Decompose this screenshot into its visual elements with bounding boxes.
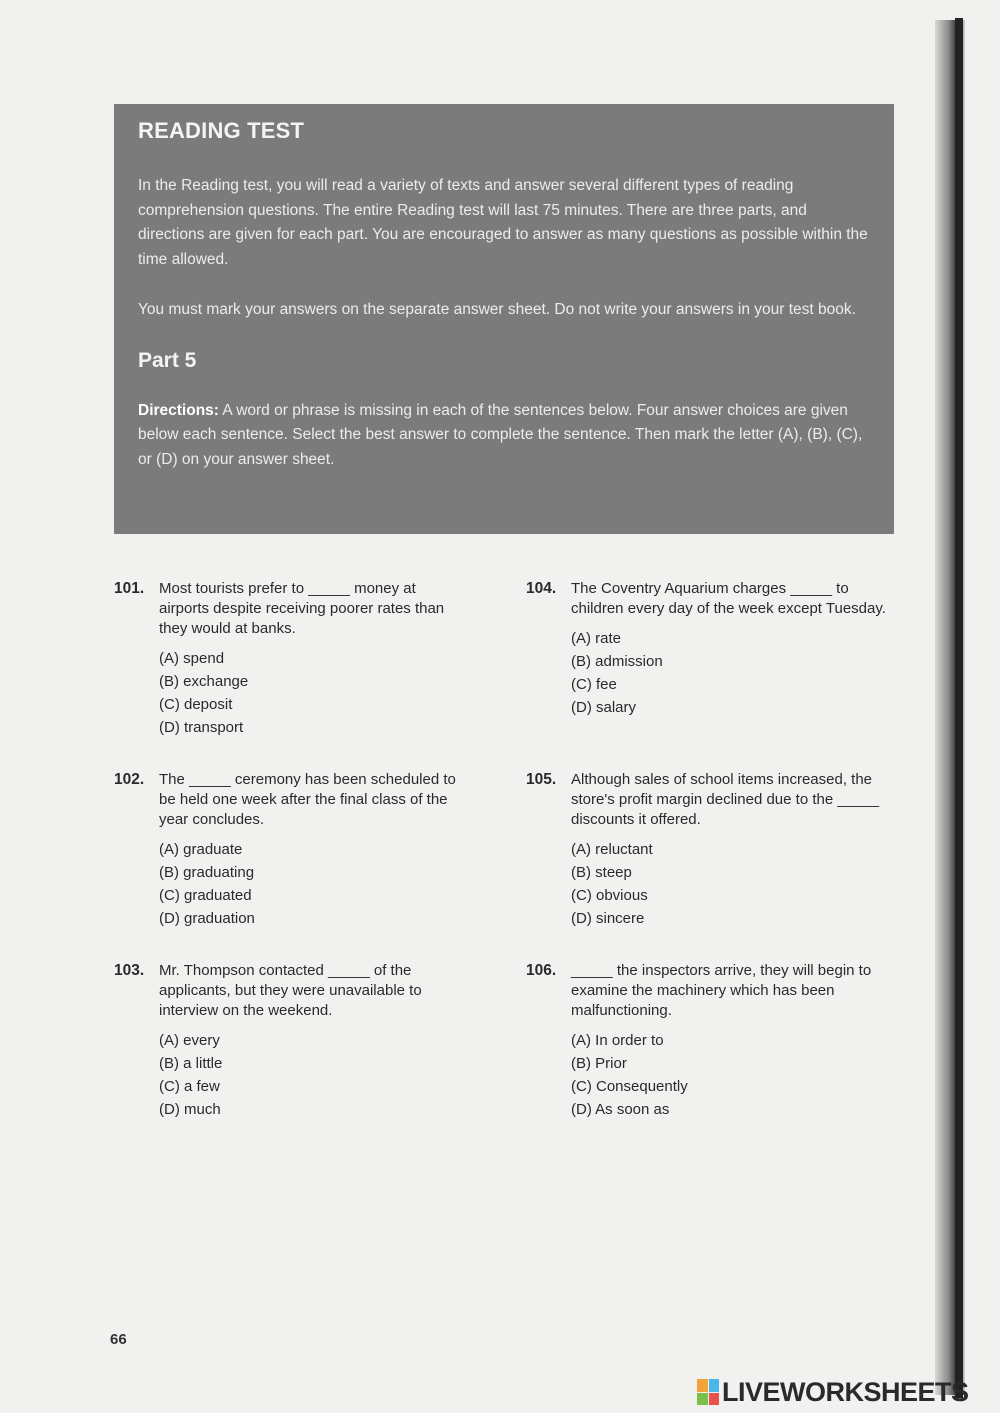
option-a[interactable]: (A) spend: [159, 650, 225, 667]
option-a[interactable]: (A) rate: [571, 630, 622, 647]
option-b[interactable]: (B) a little: [159, 1055, 223, 1072]
option-c[interactable]: (C) graduated: [159, 887, 252, 904]
option-d[interactable]: (D) transport: [159, 719, 244, 736]
question-text: Mr. Thompson contacted _____ of the applicants, but they were unavailable to interview on the weekend.: [159, 962, 422, 1019]
question-104: [526, 579, 896, 719]
question-number: 102.: [114, 771, 145, 788]
question-text: The _____ ceremony has been scheduled to be held one week after the final class of the year concludes.: [159, 771, 456, 828]
page-edge-line: [955, 18, 963, 1398]
option-b[interactable]: (B) admission: [571, 653, 663, 670]
question-105: [526, 770, 896, 930]
answer-options: [571, 627, 896, 719]
question-106: [526, 961, 896, 1121]
option-d[interactable]: (D) sincere: [571, 910, 645, 927]
question-103: [114, 961, 459, 1121]
option-a[interactable]: (A) In order to: [571, 1032, 664, 1049]
question-101: [114, 579, 459, 739]
option-c[interactable]: (C) fee: [571, 676, 617, 693]
question-number: 101.: [114, 580, 145, 597]
question-text: _____ the inspectors arrive, they will begin to examine the machinery which has been malfunctioning.: [571, 962, 872, 1019]
liveworksheets-logo-icon: [697, 1379, 719, 1405]
option-c[interactable]: (C) deposit: [159, 696, 233, 713]
question-number: 106.: [526, 962, 557, 979]
directions-paragraph: [138, 399, 870, 473]
answer-options: [571, 838, 896, 930]
question-number: 105.: [526, 771, 557, 788]
answer-options: [159, 647, 459, 739]
directions-label: Directions:: [138, 401, 219, 419]
option-d[interactable]: (D) As soon as: [571, 1101, 670, 1118]
option-b[interactable]: (B) steep: [571, 864, 632, 881]
option-a[interactable]: (A) graduate: [159, 841, 243, 858]
option-c[interactable]: (C) a few: [159, 1078, 220, 1095]
question-102: [114, 770, 459, 930]
watermark-text: LIVEWORKSHEETS: [722, 1376, 969, 1407]
option-b[interactable]: (B) exchange: [159, 673, 249, 690]
option-d[interactable]: (D) salary: [571, 699, 637, 716]
page-number: 66: [110, 1331, 127, 1348]
option-a[interactable]: (A) reluctant: [571, 841, 653, 858]
question-text: Most tourists prefer to _____ money at airports despite receiving poorer rates than they would at banks.: [159, 580, 445, 637]
option-d[interactable]: (D) much: [159, 1101, 221, 1118]
intro-paragraph: In the Reading test, you will read a variety of texts and answer several different types of reading comprehension questions. The entire Reading test will last 75 minutes. There are three parts, and directions are given for each part. You are encouraged to answer as many questions as possible within the time allowed.: [138, 177, 868, 268]
question-text: Although sales of school items increased, the store's profit margin declined due to the _____ discounts it offered.: [571, 771, 880, 828]
answer-options: [159, 838, 459, 930]
answer-sheet-paragraph: You must mark your answers on the separate answer sheet. Do not write your answers in your test book.: [138, 301, 856, 318]
reading-test-header: [114, 104, 894, 534]
option-c[interactable]: (C) Consequently: [571, 1078, 688, 1095]
option-c[interactable]: (C) obvious: [571, 887, 648, 904]
question-number: 103.: [114, 962, 145, 979]
option-b[interactable]: (B) graduating: [159, 864, 255, 881]
liveworksheets-watermark: [697, 1375, 969, 1409]
directions-text: A word or phrase is missing in each of the sentences below. Four answer choices are given below each sentence. Select the best answer to complete the sentence. Then mark the letter (A), (B), (C), or (D) on your answer sheet.: [138, 401, 863, 468]
reading-test-title: READING TEST: [138, 118, 305, 143]
part-title: Part 5: [138, 348, 197, 372]
option-b[interactable]: (B) Prior: [571, 1055, 627, 1072]
answer-options: [571, 1029, 896, 1121]
question-number: 104.: [526, 580, 557, 597]
option-d[interactable]: (D) graduation: [159, 910, 255, 927]
answer-options: [159, 1029, 459, 1121]
option-a[interactable]: (A) every: [159, 1032, 220, 1049]
question-text: The Coventry Aquarium charges _____ to children every day of the week except Tuesday.: [571, 580, 886, 617]
